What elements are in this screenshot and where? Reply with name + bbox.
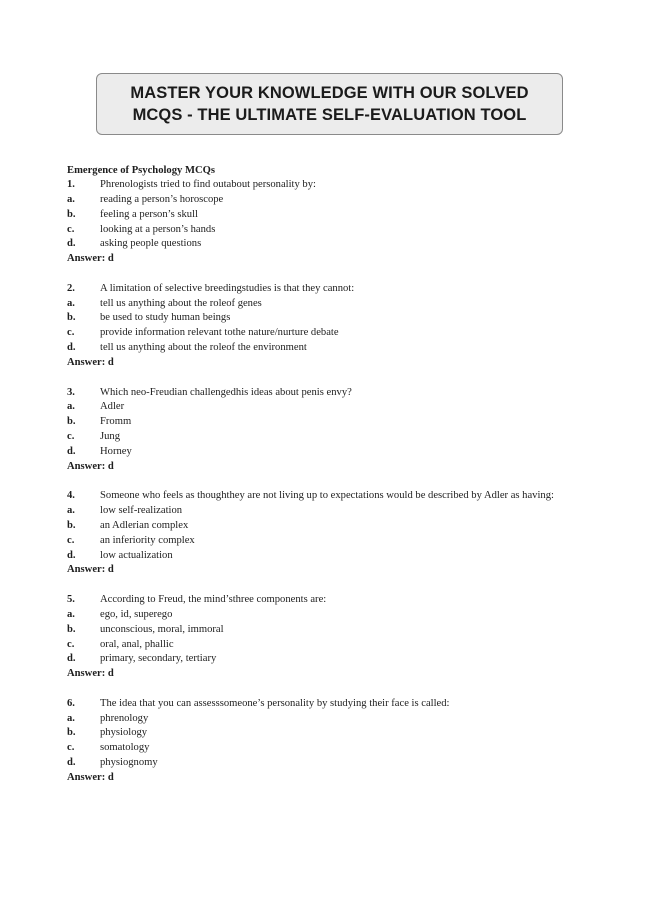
question-block xyxy=(67,386,627,475)
option-label: a. xyxy=(67,712,75,724)
answer-line: Answer: d xyxy=(67,253,114,265)
option-text: feeling a person’s skull xyxy=(100,208,198,220)
question-text: According to Freud, the mind’sthree components are: xyxy=(100,594,327,605)
question-number: 1. xyxy=(67,179,75,190)
option-text: an inferiority complex xyxy=(100,534,195,546)
option-row xyxy=(67,445,627,460)
question-text: Phrenologists tried to find outabout personality by: xyxy=(100,179,316,190)
option-text: low self-realization xyxy=(100,505,183,517)
option-row xyxy=(67,193,627,208)
option-label: a. xyxy=(67,505,75,517)
question-text: A limitation of selective breedingstudies is that they cannot: xyxy=(100,282,355,294)
option-text: Jung xyxy=(100,431,121,443)
question-row xyxy=(67,593,627,608)
answer-line: Answer: d xyxy=(67,356,114,368)
option-label: c. xyxy=(67,638,75,650)
option-row xyxy=(67,208,627,223)
option-label: c. xyxy=(67,534,75,546)
option-text: Fromm xyxy=(100,416,132,428)
option-row xyxy=(67,519,627,534)
option-label: b. xyxy=(67,519,76,531)
option-text: low actualization xyxy=(100,549,173,561)
option-text: oral, anal, phallic xyxy=(100,638,174,650)
option-label: d. xyxy=(67,342,76,354)
option-row xyxy=(67,504,627,519)
option-label: c. xyxy=(67,223,75,235)
option-row xyxy=(67,341,627,356)
answer-line: Answer: d xyxy=(67,564,114,576)
option-row xyxy=(67,534,627,549)
option-label: d. xyxy=(67,238,76,250)
question-number: 4. xyxy=(67,490,75,502)
question-text: Which neo-Freudian challengedhis ideas about penis envy? xyxy=(100,386,352,398)
option-row xyxy=(67,415,627,430)
option-text: asking people questions xyxy=(100,238,202,250)
option-text: an Adlerian complex xyxy=(100,519,189,531)
option-row xyxy=(67,311,627,326)
option-text: phrenology xyxy=(100,712,149,724)
question-number: 6. xyxy=(67,697,75,709)
option-label: b. xyxy=(67,727,76,739)
banner-line-2: MCQS - THE ULTIMATE SELF-EVALUATION TOOL xyxy=(132,106,527,124)
option-label: a. xyxy=(67,193,75,205)
option-text: looking at a person’s hands xyxy=(100,223,216,235)
option-label: d. xyxy=(67,653,76,665)
option-row xyxy=(67,726,627,741)
option-text: reading a person’s horoscope xyxy=(100,193,224,205)
option-row xyxy=(67,400,627,415)
question-row xyxy=(67,178,627,193)
option-label: c. xyxy=(67,431,75,443)
option-label: b. xyxy=(67,208,76,220)
option-text: unconscious, moral, immoral xyxy=(100,623,224,635)
question-number: 3. xyxy=(67,386,75,398)
option-text: Adler xyxy=(100,401,125,413)
option-row xyxy=(67,638,627,653)
option-label: a. xyxy=(67,297,75,309)
option-text: primary, secondary, tertiary xyxy=(100,653,217,665)
option-row xyxy=(67,549,627,564)
section-title: Emergence of Psychology MCQs xyxy=(67,165,215,176)
question-number: 5. xyxy=(67,594,75,605)
question-text: Someone who feels as thoughthey are not living up to expectations would be described by Adler as having: xyxy=(100,490,554,502)
option-text: be used to study human beings xyxy=(100,312,231,324)
question-list xyxy=(67,178,627,786)
option-label: b. xyxy=(67,623,76,635)
answer-line: Answer: d xyxy=(67,771,114,783)
option-text: tell us anything about the roleof the environment xyxy=(100,342,307,354)
title-banner xyxy=(96,73,563,135)
option-row xyxy=(67,623,627,638)
option-row xyxy=(67,652,627,667)
question-row xyxy=(67,386,627,401)
option-text: Horney xyxy=(100,445,132,457)
option-row xyxy=(67,326,627,341)
banner-line-1: MASTER YOUR KNOWLEDGE WITH OUR SOLVED xyxy=(130,84,529,102)
option-label: d. xyxy=(67,757,76,769)
option-row xyxy=(67,712,627,727)
option-row xyxy=(67,223,627,238)
option-row xyxy=(67,237,627,252)
option-row xyxy=(67,756,627,771)
option-label: a. xyxy=(67,608,75,620)
answer-line: Answer: d xyxy=(67,460,114,472)
option-text: provide information relevant tothe nature/nurture debate xyxy=(100,327,339,339)
option-row xyxy=(67,608,627,623)
option-text: physiognomy xyxy=(100,757,158,769)
option-label: b. xyxy=(67,416,76,428)
option-label: c. xyxy=(67,327,75,339)
option-label: d. xyxy=(67,549,76,561)
question-block xyxy=(67,697,627,786)
question-block xyxy=(67,178,627,267)
option-row xyxy=(67,297,627,312)
question-block xyxy=(67,593,627,682)
option-text: tell us anything about the roleof genes xyxy=(100,297,262,309)
option-row xyxy=(67,430,627,445)
question-row xyxy=(67,489,627,504)
question-text: The idea that you can assesssomeone’s personality by studying their face is called: xyxy=(100,697,450,709)
option-row xyxy=(67,741,627,756)
question-row xyxy=(67,697,627,712)
question-number: 2. xyxy=(67,282,75,294)
option-label: c. xyxy=(67,742,75,754)
answer-line: Answer: d xyxy=(67,668,114,680)
option-text: physiology xyxy=(100,727,148,739)
option-text: somatology xyxy=(100,742,150,754)
option-label: a. xyxy=(67,401,75,413)
option-label: b. xyxy=(67,312,76,324)
mcq-content xyxy=(67,163,627,801)
question-block xyxy=(67,282,627,371)
question-row xyxy=(67,282,627,297)
option-label: d. xyxy=(67,445,76,457)
option-text: ego, id, superego xyxy=(100,608,173,620)
question-block xyxy=(67,489,627,578)
